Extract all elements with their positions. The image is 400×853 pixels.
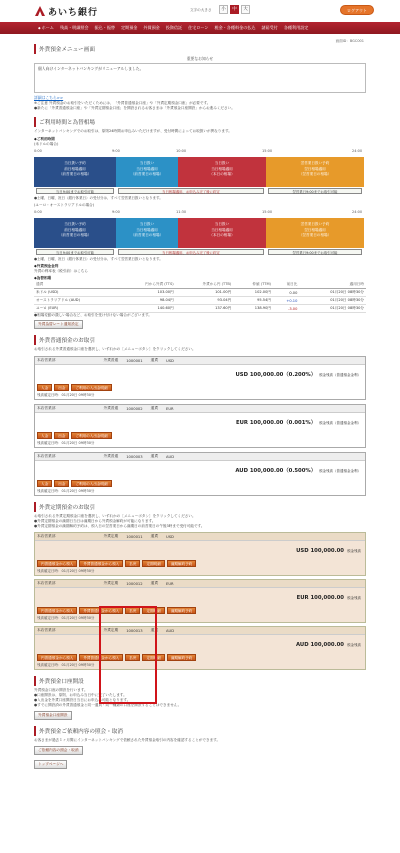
yen-deposit-button[interactable]: 円普通預金から預入 <box>37 607 77 614</box>
other-sub-3: 翌営業日9:00までお取引可能 <box>268 249 362 255</box>
usd-time-3: 15:00 <box>262 149 273 153</box>
fx-row: ユーロ (EUR) 140.60円 137.60円 138.90円 -3.00 01月20日 08時30分 <box>36 306 364 311</box>
maturity-reserve-button[interactable]: 満期解約予約 <box>167 654 197 661</box>
fx-deposit-button[interactable]: 外貨普通預金から預入 <box>79 560 123 567</box>
fx-row: 米ドル (USD) 103.00円 101.00円 102.00円 0.00 01月20日 08時30分 <box>36 290 364 295</box>
refund-button[interactable]: 払戻 <box>125 560 140 567</box>
ordinary-amount: EUR 100,000.00 <box>235 420 284 426</box>
usd-bar-reserve: 当日扱い予約 前日相場適用 （前営業日の相場） <box>34 157 116 187</box>
nav-balance[interactable]: 残高・明細照会 <box>59 25 89 30</box>
nav-transfer[interactable]: 振込・振替 <box>94 25 116 30</box>
ordinary-intro: お取引される外貨普通預金口座を選択し、いずれかの［メニューボタン］をクリックしてください。 <box>34 347 196 351</box>
usd-sub-2: 当日相場適用、お申込み完了後に約定 <box>118 188 264 194</box>
term-note-1: ●外貨定期預金の満期日当日は満期日から外貨預金解約が可能になります。 <box>34 519 156 523</box>
screen-id: 画面ID：BGC001 <box>335 39 364 43</box>
term-amount: USD 100,000.00 <box>296 548 344 554</box>
highlight-box <box>99 606 157 704</box>
rate-subtitle: ◆外貨預金金利 <box>34 264 59 268</box>
fx-note-2: ●新たに「外貨普通預金口座」や「外貨定期預金口座」を開設されるお客さまは「外貨預金口座開設」からお進みください。 <box>34 106 235 110</box>
fx-header-ttm: 仲値 (TTM) <box>233 281 273 289</box>
usd-time-4: 24:00 <box>352 149 363 153</box>
nav-time-deposit[interactable]: 定期預金 <box>121 25 138 30</box>
term-account-usd: 本店営業部 外貨定期 1000011 通貨 USD USD 100,000.00 預金残高 円普通預金から預入 外貨普通預金から預入 払戻 定期明細 満期解約予約 残高確定日時：01月20日 09時30分 <box>34 532 366 576</box>
usd-sub-1: 当日9:00までお取引可能 <box>36 188 114 194</box>
usd-bar-same-day-prev: 当日扱い 当日相場適用 （前営業日の相場） <box>116 157 178 187</box>
hours-intro: インターネットバンキングでのお取引は、原則24時間お申込みいただけますが、受付時間によってお取扱いが異なります。 <box>34 129 232 133</box>
notice-detail-link[interactable]: 詳細はこちら>> <box>34 95 64 100</box>
other-label: (ユーロ・オーストラリアドルの場合) <box>34 203 95 207</box>
other-time-1: 9:00 <box>112 210 120 214</box>
ordinary-amount: AUD 100,000.00 <box>235 468 284 474</box>
usd-bar-same-day: 当日扱い 当日相場適用 （本日の相場） <box>178 157 266 187</box>
term-amount: AUD 100,000.00 <box>296 642 344 648</box>
open-title: 外貨預金口座開設 <box>34 676 366 686</box>
maturity-reserve-button[interactable]: 満期解約予約 <box>167 560 197 567</box>
open-line-3: ●入出金を外貨口座開設日当日にお申込み可能となります。 <box>34 698 131 702</box>
nav-notifications[interactable]: 諸届受付 <box>261 25 278 30</box>
nav-settings[interactable]: 各種利用設定 <box>283 25 309 30</box>
other-bar-same-day-prev: 当日扱い 当日相場適用 （前営業日の相場） <box>116 218 178 248</box>
open-line-2: ●口座開設は、原則、お申込み当日中に完了いたします。 <box>34 693 127 697</box>
fx-header-currency: 通貨 <box>34 281 118 289</box>
other-sub-1: 当日9:00までお取引可能 <box>36 249 114 255</box>
font-size-label: 文字の大きさ <box>190 8 212 12</box>
other-time-4: 24:00 <box>352 210 363 214</box>
nav-fx-deposit[interactable]: 外貨預金 <box>143 25 160 30</box>
bank-logo-icon <box>34 5 46 17</box>
term-title: 外貨定期預金のお取引 <box>34 502 366 512</box>
ordinary-account-usd: 本店営業部 外貨普通 1000001 通貨 USD USD 100,000.00（0.200%） 預金残高（普通預金金利） 入金 出金 ご利用の入出金明細 残高確定日時：01月20日 09時30分 <box>34 356 366 400</box>
other-time-0: 0:00 <box>34 210 42 214</box>
refund-button[interactable]: 払戻 <box>125 654 140 661</box>
history-button[interactable]: ご利用の入出金明細 <box>71 480 111 487</box>
fx-alert-button[interactable]: 外貨為替レート通知設定 <box>34 320 83 329</box>
other-time-3: 15:00 <box>262 210 273 214</box>
term-account-eur: 本店営業部 外貨定期 1000012 通貨 EUR EUR 100,000.00 預金残高 円普通預金から預入 外貨普通預金から預入 払戻 定期明細 満期解約予約 残高確定日時：01月20日 09時30分 <box>34 579 366 623</box>
term-amount: EUR 100,000.00 <box>296 595 344 601</box>
withdraw-button[interactable]: 出金 <box>54 480 69 487</box>
withdraw-button[interactable]: 出金 <box>54 432 69 439</box>
fx-note-1: ※ご注意 外貨預金のお取引をいただくためには、「外貨普通預金口座」や「外貨定期預金口座」が必要です。 <box>34 101 211 105</box>
nav-housing-loan[interactable]: 住宅ローン <box>188 25 209 30</box>
inquiry-intro: お客さまが過去１ヶ月間にインターネットバンキングで依頼された外貨預金取引の内容を確認することができます。 <box>34 738 221 742</box>
other-note: ●土曜、日曜、祝日（銀行休業日）の受付分は、すべて翌営業日扱いとなります。 <box>34 257 163 261</box>
rate-link-row <box>34 269 366 274</box>
term-detail-button[interactable]: 定期明細 <box>142 607 164 614</box>
page-title: 外貨預金メニュー画面 <box>34 44 366 54</box>
fx-header-tts: 円から外貨 (TTS) <box>118 281 175 289</box>
other-time-2: 11:30 <box>176 210 187 214</box>
header <box>0 0 400 22</box>
ordinary-account-aud: 本店営業部 外貨普通 1000003 通貨 AUD AUD 100,000.00（0.500%） 預金残高（普通預金金利） 入金 出金 ご利用の入出金明細 残高確定日時：01月20日 09時30分 <box>34 452 366 496</box>
fx-subtitle: ◆為替相場 <box>34 276 52 280</box>
nav-investment-trust[interactable]: 投資信託 <box>165 25 183 30</box>
usd-time-2: 10:00 <box>176 149 187 153</box>
usd-time-1: 9:00 <box>112 149 120 153</box>
fx-row: オーストラリアドル (AUD) 98.04円 93.04円 95.54円 +0.10 01月20日 08時30分 <box>36 298 364 303</box>
fx-header-ttb: 外貨から円 (TTB) <box>176 281 234 289</box>
history-button[interactable]: ご利用の入出金明細 <box>71 384 111 391</box>
top-page-button[interactable]: トップページへ <box>34 760 67 769</box>
yen-deposit-button[interactable]: 円普通預金から預入 <box>37 654 77 661</box>
term-account-aud: 本店営業部 外貨定期 1000013 通貨 AUD AUD 100,000.00 預金残高 円普通預金から預入 外貨普通預金から預入 払戻 定期明細 満期解約予約 残高確定日時：01月20日 09時30分 <box>34 626 366 670</box>
yen-deposit-button[interactable]: 円普通預金から預入 <box>37 560 77 567</box>
term-note-2: ●外貨定期預金の満期解約予約は、預入日の翌営業日から満期日の前営業日の午後3時まで受付可能です。 <box>34 524 205 528</box>
notice-box <box>34 63 366 93</box>
fx-deposit-button[interactable]: 外貨普通預金から預入 <box>79 607 123 614</box>
logout-button[interactable]: ログアウト <box>340 5 374 15</box>
usd-timeline <box>34 149 366 203</box>
other-bar-next-day: 翌営業日扱い予約 翌日相場適用 （翌営業日の相場） <box>266 218 364 248</box>
other-timeline <box>34 210 366 264</box>
other-bar-reserve: 当日扱い予約 前日相場適用 （前営業日の相場） <box>34 218 116 248</box>
term-intro: お取引される外貨定期預金口座を選択し、いずれかの［メニューボタン］をクリックしてください。 <box>34 514 196 518</box>
nav-tax-payment[interactable]: 税金・各種料金の払込 <box>214 25 256 30</box>
other-bar-same-day: 当日扱い 当日相場適用 （本日の相場） <box>178 218 266 248</box>
main-content <box>34 44 366 769</box>
usd-label: (米ドルの場合) <box>34 142 59 146</box>
ordinary-account-eur: 本店営業部 外貨普通 1000002 通貨 EUR EUR 100,000.00（0.001%） 預金残高（普通預金金利） 入金 出金 ご利用の入出金明細 残高確定日時：01月20日 09時30分 <box>34 404 366 448</box>
deposit-button[interactable]: 入金 <box>37 480 52 487</box>
fx-header-date: 適用日時 <box>299 281 366 289</box>
usd-sub-3: 翌営業日9:00までお取引可能 <box>268 188 362 194</box>
ordinary-title: 外貨普通預金のお取引 <box>34 335 366 345</box>
font-size-medium-button[interactable]: 中 <box>230 5 239 14</box>
rate-link-label: 外貨の利率表（税引前）はこちら <box>34 269 88 273</box>
usd-time-0: 0:00 <box>34 149 42 153</box>
other-sub-2: 当日相場適用、お申込み完了後に約定 <box>118 249 264 255</box>
usd-bar-next-day: 翌営業日扱い予約 翌日相場適用 （翌営業日の相場） <box>266 157 364 187</box>
usd-note: ●土曜、日曜、祝日（銀行休業日）の受付分は、すべて翌営業日扱いとなります。 <box>34 196 163 200</box>
fx-deposit-button[interactable]: 外貨普通預金から預入 <box>79 654 123 661</box>
notice-text: 個人向けインターネットバンキングがリニューアルしました。 <box>38 66 144 71</box>
open-line-4: ●すでに開設済の外貨普通預金と同一通貨・同一種類の口座を開設することはできません。 <box>34 703 182 707</box>
inquiry-title: 外貨預金ご依頼内容の照会・取消 <box>34 726 366 736</box>
ordinary-amount: USD 100,000.00 <box>235 372 284 378</box>
term-detail-button[interactable]: 定期明細 <box>142 560 164 567</box>
term-detail-button[interactable]: 定期明細 <box>142 654 164 661</box>
deposit-button[interactable]: 入金 <box>37 432 52 439</box>
withdraw-button[interactable]: 出金 <box>54 384 69 391</box>
open-line-1: 外貨預金口座の開設を行います。 <box>34 688 88 692</box>
main-nav <box>0 22 400 34</box>
hours-title: ご利用時間と為替相場 <box>34 117 366 127</box>
fx-note: ●相場変動の激しい場合など、お取引を受け付けない場合がございます。 <box>34 313 152 317</box>
font-size-large-button[interactable]: 大 <box>241 5 250 14</box>
notice-heading: 重要なお知らせ <box>186 56 214 61</box>
nav-home[interactable]: ◆ ホーム <box>38 25 54 31</box>
hours-subtitle: ◆ご利用時間 <box>34 137 55 141</box>
bank-name: あいち銀行 <box>48 8 99 18</box>
fx-rate-table <box>34 281 366 313</box>
refund-button[interactable]: 払戻 <box>125 607 140 614</box>
maturity-reserve-button[interactable]: 満期解約予約 <box>167 607 197 614</box>
fx-header-diff: 前日比 <box>273 281 299 289</box>
deposit-button[interactable]: 入金 <box>37 384 52 391</box>
inquiry-button[interactable]: ご依頼内容の照会・取消 <box>34 746 83 755</box>
open-account-button[interactable]: 外貨預金口座開設 <box>34 711 72 720</box>
font-size-small-button[interactable]: 小 <box>219 5 228 14</box>
history-button[interactable]: ご利用の入出金明細 <box>71 432 111 439</box>
